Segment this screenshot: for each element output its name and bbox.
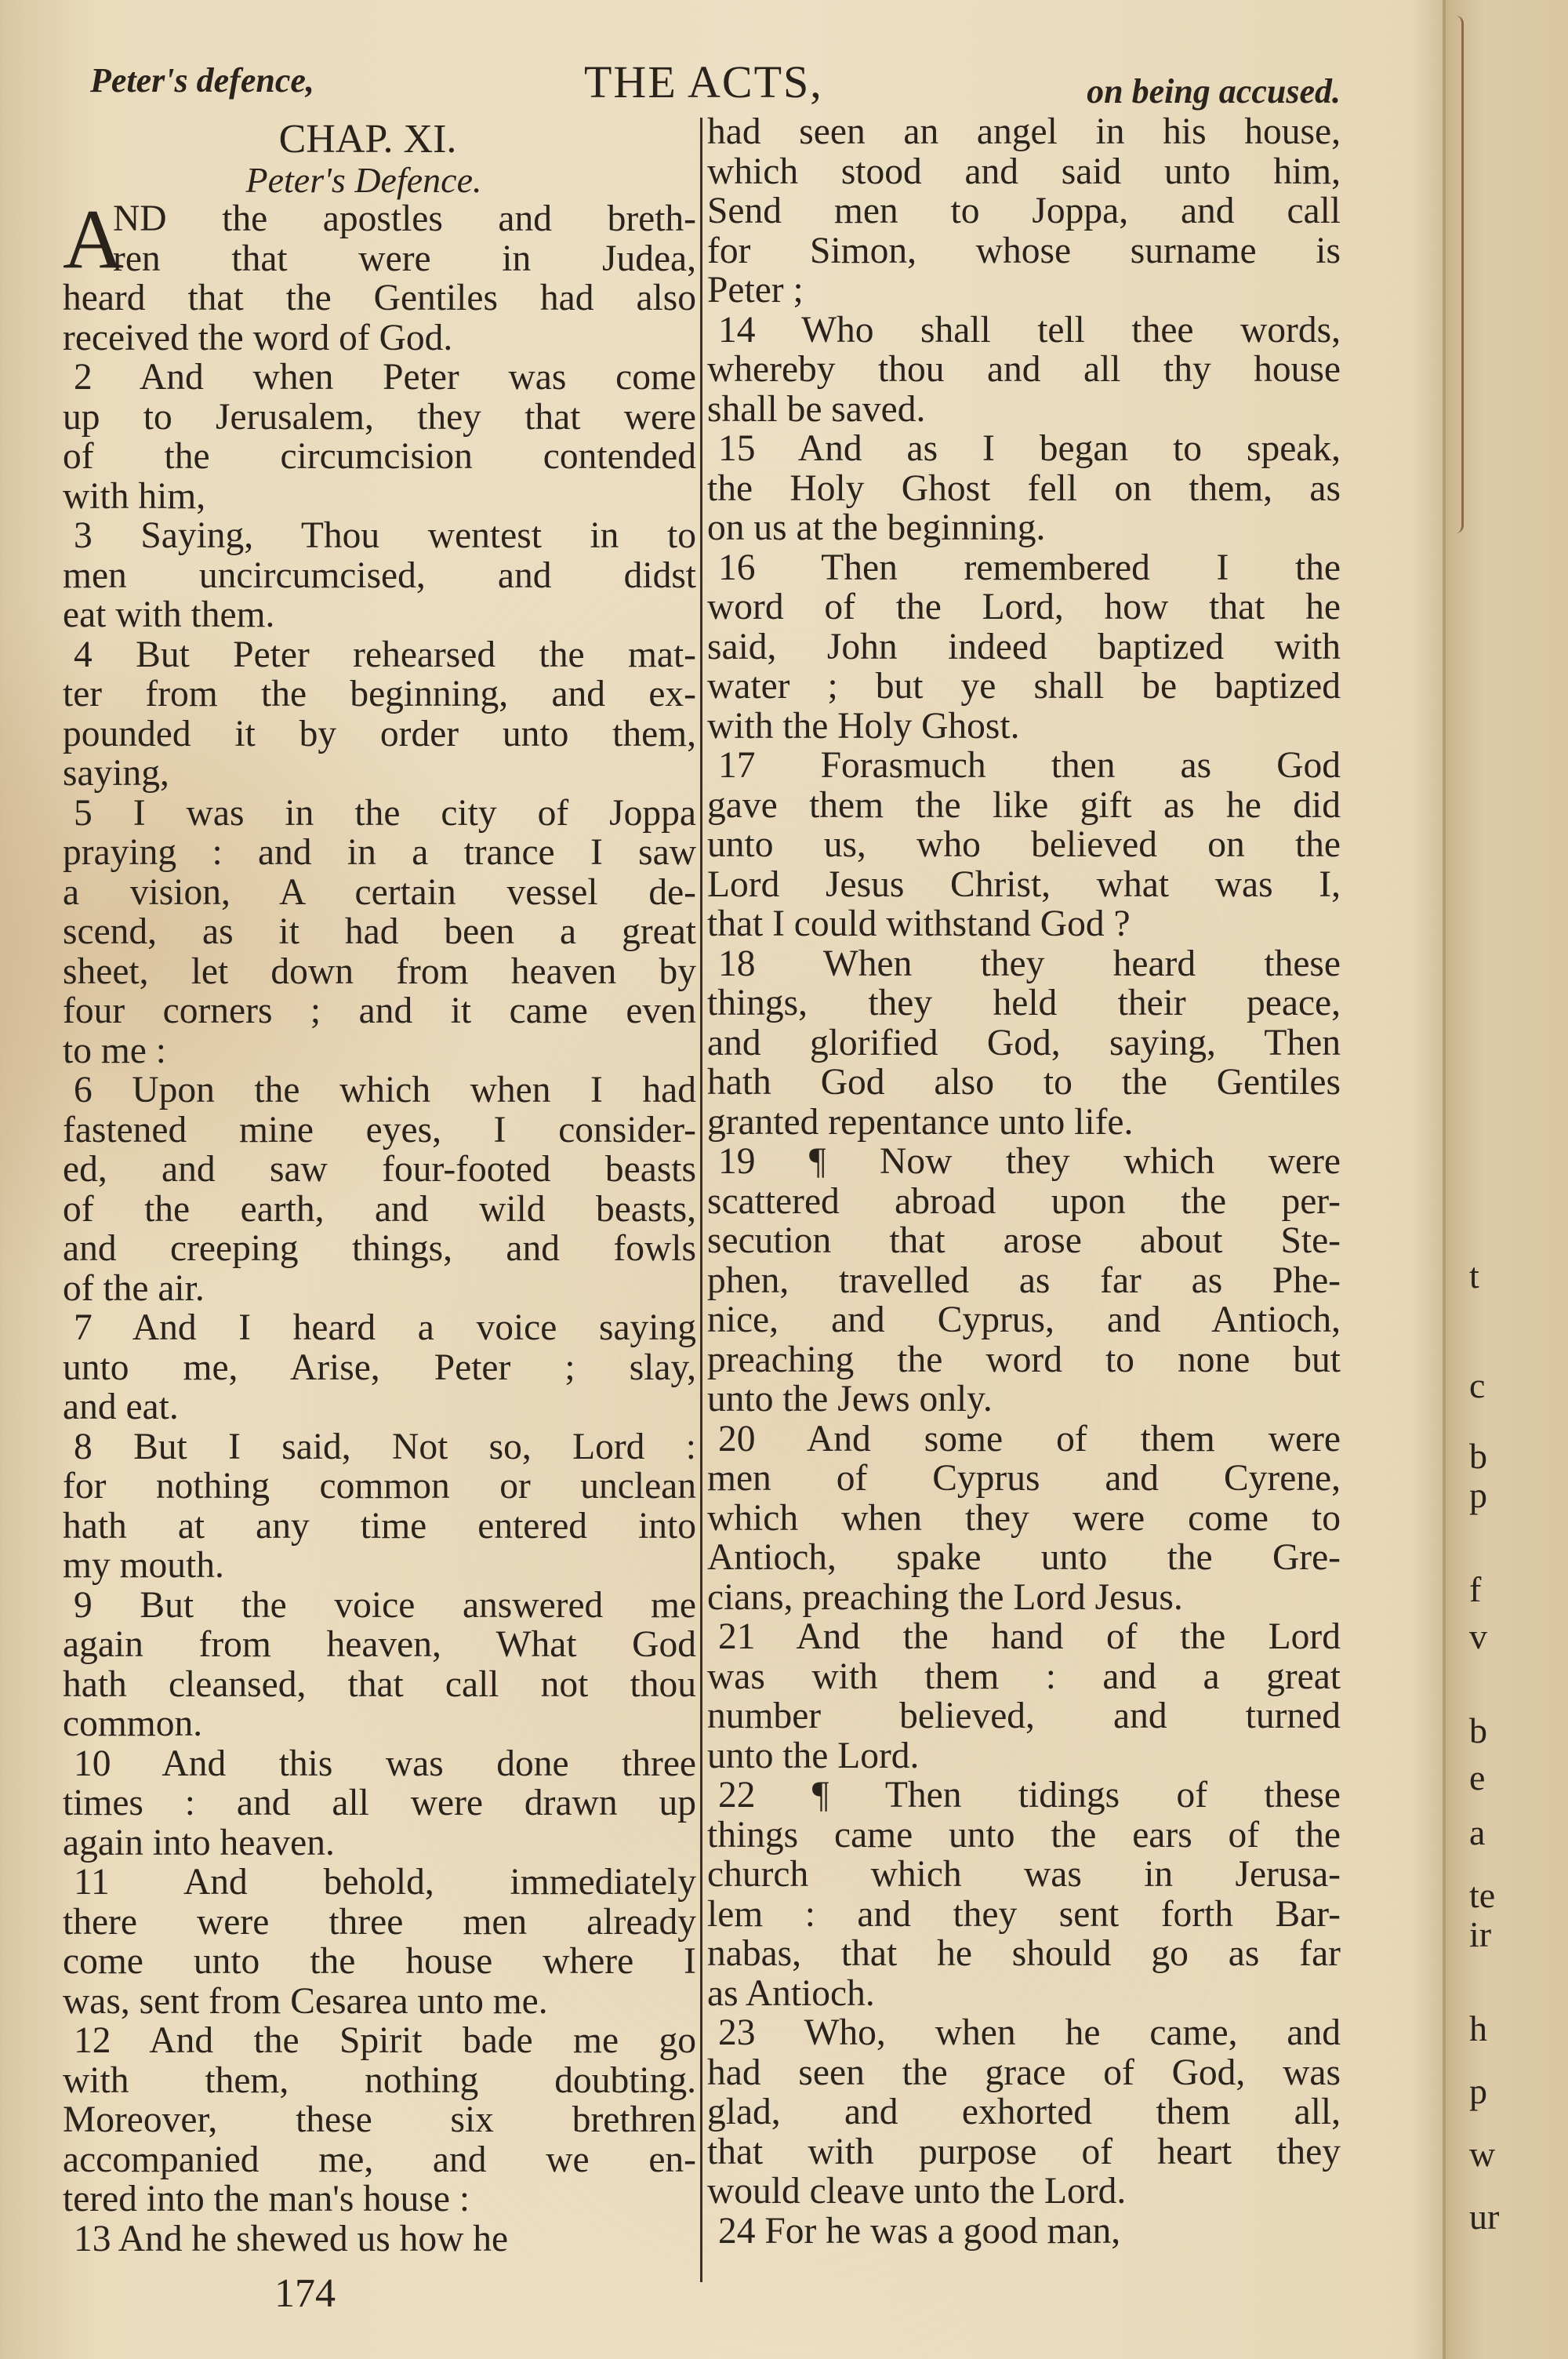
adjacent-page-text-fragment: b — [1469, 1710, 1487, 1750]
verse-line: nabas, that he should go as far — [707, 1933, 1341, 1974]
verse-line: as Antioch. — [707, 1972, 875, 2014]
verse-line: said, John indeed baptized with — [707, 626, 1341, 667]
running-head-left: Peter's defence, — [90, 61, 314, 100]
verse-line: ed, and saw four-footed beasts — [63, 1149, 696, 1190]
verse-line: Peter ; — [707, 270, 804, 311]
verse-line: whereby thou and all thy house — [707, 349, 1341, 390]
verse-line: unto the Jews only. — [707, 1379, 993, 1419]
verse-line: that with purpose of heart they — [707, 2131, 1341, 2172]
verse-line: my mouth. — [63, 1545, 224, 1586]
verse-line: granted repentance unto life. — [707, 1101, 1134, 1143]
verse-line: 21 And the hand of the Lord — [718, 1616, 1341, 1657]
verse-line: cians, preaching the Lord Jesus. — [707, 1576, 1183, 1618]
verse-line: ter from the beginning, and ex- — [63, 674, 696, 714]
verse-line: 17 Forasmuch then as God — [718, 745, 1341, 786]
verse-line: 15 And as I began to speak, — [718, 428, 1341, 469]
verse-line: would cleave unto the Lord. — [707, 2171, 1127, 2212]
chapter-subtitle: Peter's Defence. — [245, 160, 482, 200]
adjacent-page-text-fragment: ur — [1469, 2197, 1500, 2237]
verse-line: men uncircumcised, and didst — [63, 554, 696, 596]
verse-line: ren that were in Judea, — [113, 238, 696, 279]
bible-page — [55, 43, 1341, 2317]
verse-line: 8 But I said, Not so, Lord : — [74, 1426, 696, 1467]
verse-line: A ND the apostles and breth- — [63, 193, 696, 286]
verse-line: 16 Then remembered I the — [718, 547, 1341, 588]
verse-line: with them, nothing doubting. — [63, 2059, 696, 2101]
verse-line: and glorified God, saying, Then — [707, 1022, 1341, 1063]
adjacent-page-text-fragment: a — [1469, 1812, 1486, 1852]
verse-line: 24 For he was a good man, — [718, 2210, 1121, 2252]
verse-line: water ; but ye shall be baptized — [707, 666, 1341, 707]
adjacent-page-text-fragment: te — [1469, 1875, 1496, 1915]
verse-line: pounded it by order unto them, — [63, 713, 696, 754]
adjacent-page-text-fragment: ir — [1469, 1914, 1492, 1954]
verse-line: received the word of God. — [63, 317, 453, 358]
verse-line: had seen the grace of God, was — [707, 2052, 1341, 2093]
verse-line: to me : — [63, 1030, 166, 1071]
verse-line: unto us, who believed on the — [707, 824, 1341, 865]
verse-line: with him, — [63, 475, 206, 517]
verse-line: 7 And I heard a voice saying — [74, 1307, 696, 1348]
verse-line: Antioch, spake unto the Gre- — [707, 1537, 1341, 1578]
verse-line: 20 And some of them were — [718, 1418, 1341, 1459]
verse-line: 10 And this was done three — [74, 1743, 696, 1784]
verse-line: number believed, and turned — [707, 1696, 1341, 1736]
verse-line: 6 Upon the which when I had — [74, 1070, 696, 1110]
verse-line: shall be saved. — [707, 388, 926, 430]
verse-line: of the circumcision contended — [63, 436, 696, 477]
adjacent-page-text-fragment: w — [1469, 2134, 1496, 2174]
verse-line: four corners ; and it came even — [63, 990, 696, 1031]
verse-line: 13 And he shewed us how he — [74, 2218, 509, 2259]
verse-line: and eat. — [63, 1387, 179, 1427]
verse-line: glad, and exhorted them all, — [707, 2092, 1341, 2132]
verse-line: common. — [63, 1703, 203, 1744]
verse-line: Moreover, these six brethren — [63, 2099, 696, 2140]
verse-line: Lord Jesus Christ, what was I, — [707, 863, 1341, 905]
verse-line: gave them the like gift as he did — [707, 784, 1341, 826]
verse-line: 4 But Peter rehearsed the mat- — [74, 634, 696, 675]
verse-line: preaching the word to none but — [707, 1339, 1341, 1380]
adjacent-page-text-fragment: b — [1469, 1436, 1487, 1476]
verse-line: unto the Lord. — [707, 1735, 920, 1776]
verse-line: again into heaven. — [63, 1822, 335, 1863]
verse-line: with the Holy Ghost. — [707, 705, 1020, 747]
verse-line: 12 And the Spirit bade me go — [74, 2020, 696, 2061]
verse-line: praying : and in a trance I saw — [63, 832, 696, 873]
verse-line: was with them : and a great — [707, 1656, 1341, 1697]
verse-line: scend, as it had been a great — [63, 911, 696, 952]
adjacent-page-text-fragment: c — [1469, 1365, 1486, 1405]
verse-line: lem : and they sent forth Bar- — [707, 1893, 1341, 1935]
verse-line: Send men to Joppa, and call — [707, 191, 1341, 231]
running-head-right: on being accused. — [1087, 72, 1341, 111]
column-divider — [700, 118, 702, 2282]
adjacent-page-text-fragment: p — [1469, 1475, 1487, 1515]
verse-line: 5 I was in the city of Joppa — [74, 792, 696, 834]
verse-line: of the earth, and wild beasts, — [63, 1188, 696, 1230]
adjacent-page-text-fragment: h — [1469, 2008, 1487, 2048]
verse-line: 23 Who, when he came, and — [718, 2012, 1341, 2053]
verse-line: saying, — [63, 753, 169, 794]
verse-line: 22 ¶ Then tidings of these — [718, 1775, 1341, 1816]
verse-line: for nothing common or unclean — [63, 1466, 696, 1507]
verse-line: tered into the man's house : — [63, 2179, 470, 2219]
verse-line: which stood and said unto him, — [707, 151, 1341, 192]
verse-line: accompanied me, and we en- — [63, 2139, 696, 2180]
verse-line: that I could withstand God ? — [707, 903, 1131, 944]
verse-line: there were three men already — [63, 1901, 696, 1943]
verse-line: things came unto the ears of the — [707, 1814, 1341, 1856]
verse-line: fastened mine eyes, I consider- — [63, 1109, 696, 1150]
verse-line: phen, travelled as far as Phe- — [707, 1259, 1341, 1301]
adjacent-page-text-fragment: f — [1469, 1569, 1482, 1609]
verse-line: men of Cyprus and Cyrene, — [707, 1458, 1341, 1499]
verse-line: again from heaven, What God — [63, 1624, 696, 1665]
chapter-title: CHAP. XI. — [278, 117, 457, 162]
left-column-text — [63, 193, 696, 2259]
verse-line: come unto the house where I — [63, 1941, 696, 1982]
verse-line: 18 When they heard these — [718, 943, 1341, 984]
verse-line: times : and all were drawn up — [63, 1783, 696, 1823]
right-column-text — [707, 112, 1341, 2251]
verse-line: 19 ¶ Now they which were — [718, 1141, 1341, 1182]
verse-line: of the air. — [63, 1267, 205, 1309]
verse-line: secution that arose about Ste- — [707, 1220, 1341, 1261]
verse-line: scattered abroad upon the per- — [707, 1180, 1341, 1222]
verse-line: hath at any time entered into — [63, 1505, 696, 1547]
adjacent-page-text-fragment: v — [1469, 1616, 1487, 1656]
adjacent-page-text-fragment: p — [1469, 2071, 1487, 2111]
verse-line: which when they were come to — [707, 1497, 1341, 1539]
right-column — [707, 112, 1341, 2251]
verse-line: on us at the beginning. — [707, 507, 1046, 548]
verse-line: up to Jerusalem, they that were — [63, 396, 696, 438]
verse-line: 9 But the voice answered me — [74, 1584, 696, 1626]
verse-line: word of the Lord, how that he — [707, 587, 1341, 627]
running-head-book-title: THE ACTS, — [584, 56, 823, 107]
adjacent-page-text-fragment: e — [1469, 1757, 1486, 1797]
verse-line: for Simon, whose surname is — [707, 230, 1341, 271]
verse-line: 2 And when Peter was come — [74, 357, 696, 398]
verse-line: nice, and Cyprus, and Antioch, — [707, 1299, 1341, 1340]
left-column — [63, 118, 696, 2259]
verse-line: hath God also to the Gentiles — [707, 1062, 1341, 1103]
verse-line: heard that the Gentiles had also — [63, 278, 696, 318]
drop-cap: A — [63, 193, 124, 286]
page-fold-edge — [1450, 16, 1464, 533]
verse-line: had seen an angel in his house, — [707, 111, 1341, 152]
verse-line: 14 Who shall tell thee words, — [718, 309, 1341, 351]
verse-line: the Holy Ghost fell on them, as — [707, 467, 1341, 509]
verse-line: 3 Saying, Thou wentest in to — [74, 515, 696, 556]
verse-line: hath cleansed, that call not thou — [63, 1663, 696, 1705]
adjacent-page-text-fragment: t — [1469, 1256, 1479, 1296]
verse-line: was, sent from Cesarea unto me. — [63, 1980, 548, 2022]
verse-line: eat with them. — [63, 594, 275, 635]
verse-line: a vision, A certain vessel de- — [63, 871, 696, 913]
page-number: 174 — [274, 2271, 336, 2316]
verse-line: sheet, let down from heaven by — [63, 951, 696, 992]
verse-line: and creeping things, and fowls — [63, 1228, 696, 1269]
verse-line: church which was in Jerusa- — [707, 1854, 1341, 1895]
verse-line: 11 And behold, immediately — [74, 1862, 696, 1903]
verse-line: unto me, Arise, Peter ; slay, — [63, 1347, 696, 1388]
verse-line: things, they held their peace, — [707, 983, 1341, 1023]
